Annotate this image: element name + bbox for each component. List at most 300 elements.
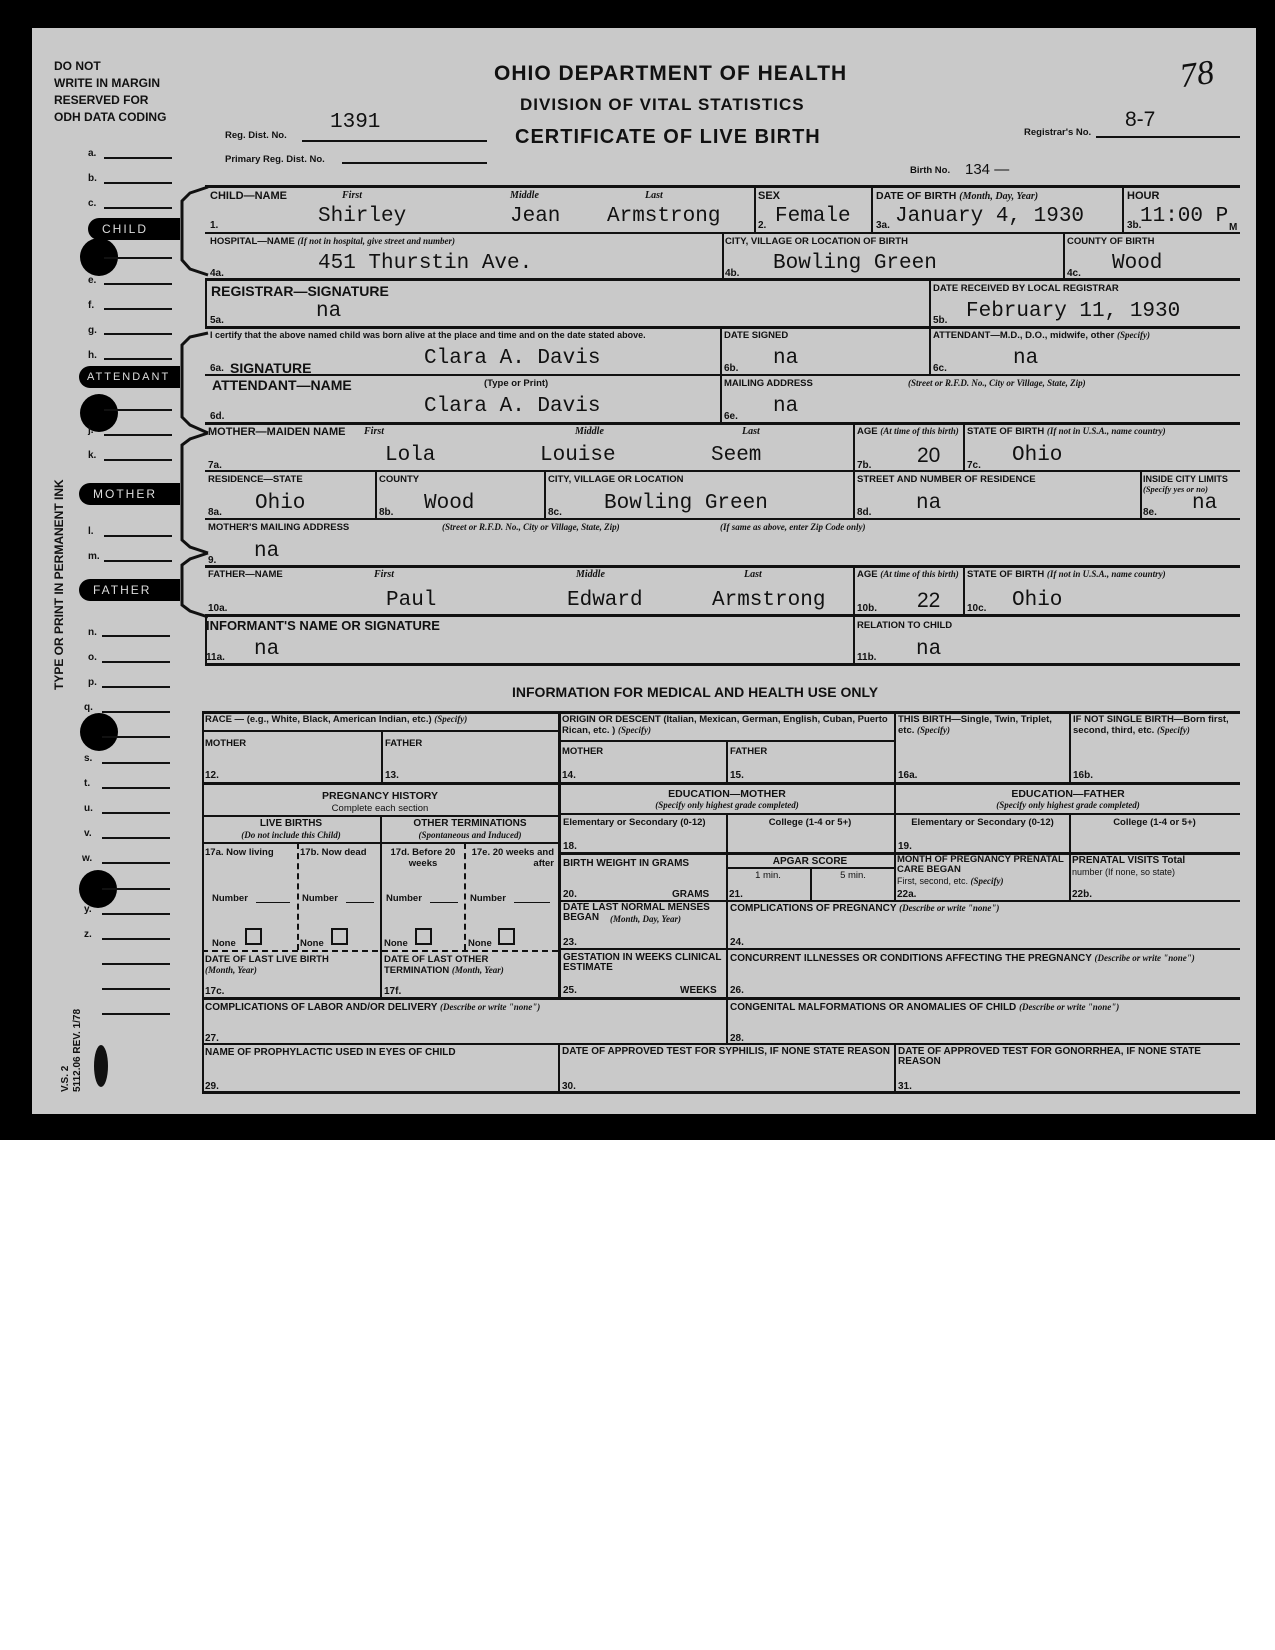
before-20-weeks-label: 17d. Before 20 weeks	[390, 847, 456, 869]
mother-state-birth-label: STATE OF BIRTH (If not in U.S.A., name country)	[967, 426, 1166, 437]
now-dead-none-checkbox[interactable]	[331, 928, 348, 945]
rule	[205, 422, 1240, 425]
rule	[202, 730, 558, 732]
child-name-label: CHILD—NAME	[210, 190, 287, 202]
mother-last-name[interactable]: Seem	[711, 444, 762, 467]
margin-letter: p.	[88, 677, 97, 688]
margin-line	[102, 862, 170, 864]
field-number: 25.	[563, 985, 577, 996]
medical-heading: INFORMATION FOR MEDICAL AND HEALTH USE ONLY	[512, 684, 879, 700]
rule	[205, 278, 207, 326]
rule	[202, 711, 204, 1093]
rule	[558, 711, 561, 999]
education-father-label: EDUCATION—FATHER	[1011, 788, 1125, 800]
prenatal-visits-hint: number (If none, so state)	[1072, 867, 1176, 877]
attendant-name-label: ATTENDANT—NAME	[212, 377, 352, 393]
margin-letter: y.	[84, 904, 92, 915]
date-received-label: DATE RECEIVED BY LOCAL REGISTRAR	[933, 283, 1119, 294]
rule	[205, 185, 1240, 188]
registrar-no-label: Registrar's No.	[1024, 127, 1092, 138]
rule	[722, 233, 724, 279]
now-dead-label: 17b. Now dead	[300, 847, 367, 858]
origin-label: ORIGIN OR DESCENT (Italian, Mexican, German, English, Cuban, Puerto Rican, etc. ) (Specify)	[562, 714, 888, 736]
rule	[205, 614, 1240, 617]
rule	[1063, 233, 1065, 279]
birth-no-value[interactable]: 134 —	[965, 161, 1010, 178]
prenatal-month-hint: First, second, etc. (Specify)	[897, 876, 1004, 886]
rule	[1122, 187, 1124, 234]
field-number: 30.	[562, 1081, 576, 1092]
race-label: RACE — (e.g., White, Black, American Indian, etc.) (Specify)	[205, 714, 468, 725]
certificate-title: CERTIFICATE OF LIVE BIRTH	[515, 126, 821, 148]
field-number: 17c.	[205, 986, 225, 997]
none-label: None	[212, 938, 236, 949]
father-state-birth-label: STATE OF BIRTH (If not in U.S.A., name country)	[967, 569, 1166, 580]
field-number: 6d.	[210, 411, 225, 422]
mother-mailing-hint2: (If same as above, enter Zip Code only)	[720, 522, 866, 532]
field-number: 21.	[729, 889, 743, 900]
registrar-signature-label: REGISTRAR—SIGNATURE	[211, 283, 389, 299]
form-code-1: V.S. 2	[60, 1065, 71, 1092]
margin-letter: u.	[84, 803, 93, 814]
field-number: 22a.	[897, 889, 917, 900]
margin-line	[102, 963, 170, 965]
mother-age[interactable]: 20	[917, 444, 941, 467]
margin-line	[104, 409, 172, 411]
inside-city-limits[interactable]: na	[1192, 492, 1218, 515]
grams-label: GRAMS	[672, 889, 710, 900]
now-dead-number-field[interactable]	[346, 902, 374, 903]
rule	[205, 518, 1240, 520]
field-number: 18.	[563, 841, 577, 852]
after-20-none-checkbox[interactable]	[498, 928, 515, 945]
margin-line	[102, 812, 170, 814]
field-number: 2.	[758, 220, 767, 231]
rule	[205, 326, 1240, 329]
margin-letter: w.	[82, 853, 93, 864]
child-first-name[interactable]: Shirley	[318, 205, 407, 228]
number-label: Number	[386, 893, 422, 904]
field-number: 10a.	[208, 603, 228, 614]
margin-letter: n.	[88, 627, 97, 638]
rule	[754, 187, 756, 234]
field-number: 9.	[208, 555, 217, 566]
city-of-birth-label: CITY, VILLAGE OR LOCATION OF BIRTH	[725, 236, 908, 247]
mother-mailing-label: MOTHER'S MAILING ADDRESS	[208, 522, 350, 533]
ink-mark	[94, 1045, 108, 1087]
relation-label: RELATION TO CHILD	[857, 620, 953, 631]
field-number: 27.	[205, 1033, 219, 1044]
registrar-signature[interactable]: na	[316, 300, 342, 323]
margin-line	[102, 635, 170, 637]
last-other-termination-label: DATE OF LAST OTHER TERMINATION (Month, Year)	[384, 954, 504, 976]
signature-label: SIGNATURE	[230, 360, 312, 376]
rule	[853, 423, 855, 519]
field-number: 6a.	[210, 363, 224, 374]
field-number: 26.	[730, 985, 744, 996]
child-county[interactable]: Wood	[1112, 252, 1163, 275]
middle-label: Middle	[510, 190, 539, 201]
field-number: 8e.	[1143, 507, 1157, 518]
field-number: 29.	[205, 1081, 219, 1092]
child-hospital[interactable]: 451 Thurstin Ave.	[318, 252, 533, 275]
margin-letter: o.	[88, 652, 97, 663]
rule	[381, 730, 383, 784]
mother-mailing[interactable]: na	[254, 540, 280, 563]
rule	[205, 663, 1240, 666]
field-number: 8a.	[208, 507, 222, 518]
pregnancy-history-sub: Complete each section	[331, 803, 429, 814]
mother-state-birth[interactable]: Ohio	[1012, 444, 1063, 467]
apgar-5min-label: 5 min.	[840, 870, 866, 881]
father-first-name[interactable]: Paul	[386, 589, 437, 612]
field-number: 6c.	[933, 363, 947, 374]
registrar-no-line	[1096, 136, 1240, 138]
margin-letter: s.	[84, 753, 93, 764]
informant-name[interactable]: na	[254, 638, 280, 661]
field-number: 23.	[563, 937, 577, 948]
residence-street-label: STREET AND NUMBER OF RESIDENCE	[857, 474, 1036, 485]
margin-letter: q.	[84, 702, 93, 713]
now-living-number-field[interactable]	[256, 902, 290, 903]
rule	[375, 471, 377, 519]
margin-letter: m.	[88, 551, 100, 562]
apgar-1min-label: 1 min.	[755, 870, 781, 881]
date-signed-label: DATE SIGNED	[724, 330, 789, 341]
margin-letter: f.	[88, 300, 95, 311]
after-20-number-field[interactable]	[514, 902, 550, 903]
live-births-hint: (Do not include this Child)	[241, 830, 341, 840]
rule	[202, 1091, 1240, 1094]
child-sex[interactable]: Female	[775, 205, 851, 228]
field-number: 7b.	[857, 460, 872, 471]
origin-mother-label: MOTHER	[562, 746, 604, 757]
date-signed[interactable]: na	[773, 347, 799, 370]
margin-line	[104, 283, 172, 285]
attendant-name[interactable]: Clara A. Davis	[424, 395, 601, 418]
first-label: First	[342, 190, 363, 201]
origin-father-label: FATHER	[730, 746, 768, 757]
registrar-no-value[interactable]: 8-7	[1125, 108, 1156, 131]
field-number: 12.	[205, 770, 219, 781]
father-elem-label: Elementary or Secondary (0-12)	[911, 817, 1054, 828]
child-last-name[interactable]: Armstrong	[607, 205, 721, 228]
tab-child: CHILD	[88, 218, 180, 240]
hour-label: HOUR	[1127, 190, 1160, 202]
punch-hole	[80, 713, 118, 751]
primary-reg-label: Primary Reg. Dist. No.	[225, 154, 325, 165]
field-number: 8c.	[548, 507, 562, 518]
margin-line	[104, 459, 172, 461]
none-label: None	[468, 938, 492, 949]
education-mother-hint: (Specify only highest grade completed)	[655, 800, 799, 810]
field-number: 13.	[385, 770, 399, 781]
margin-line	[102, 787, 170, 789]
field-number: 7a.	[208, 460, 222, 471]
other-terminations-hint: (Spontaneous and Induced)	[418, 830, 522, 840]
residence-city[interactable]: Bowling Green	[604, 492, 768, 515]
field-number: 10c.	[967, 603, 987, 614]
not-single-label: IF NOT SINGLE BIRTH—Born first, second, third, etc. (Specify)	[1073, 714, 1229, 736]
congenital-label: CONGENITAL MALFORMATIONS OR ANOMALIES OF CHILD (Describe or write "none")	[730, 1002, 1120, 1013]
attendant-type[interactable]: na	[1013, 347, 1039, 370]
rule	[894, 1043, 896, 1093]
first-label: First	[364, 426, 385, 437]
field-number: 3a.	[876, 220, 890, 231]
residence-state-label: RESIDENCE—STATE	[208, 474, 303, 485]
rule	[380, 815, 382, 999]
concurrent-illness-label: CONCURRENT ILLNESSES OR CONDITIONS AFFECTING THE PREGNANCY (Describe or write "none")	[730, 953, 1195, 964]
margin-line	[102, 888, 170, 890]
attendant-type-label: ATTENDANT—M.D., D.O., midwife, other (Specify)	[933, 330, 1151, 341]
gonorrhea-test-label: DATE OF APPROVED TEST FOR GONORRHEA, IF NONE STATE REASON	[898, 1046, 1201, 1067]
father-age-label: AGE (At time of this birth)	[857, 569, 959, 580]
margin-line	[104, 333, 172, 335]
rule	[205, 470, 1240, 472]
punch-hole	[80, 394, 118, 432]
education-father-hint: (Specify only highest grade completed)	[996, 800, 1140, 810]
rule	[202, 1043, 1240, 1045]
margin-line	[102, 762, 170, 764]
mother-mailing-hint: (Street or R.F.D. No., City or Village, State, Zip)	[442, 522, 620, 532]
margin-line	[102, 686, 170, 688]
field-number: 19.	[898, 841, 912, 852]
last-label: Last	[742, 426, 760, 437]
number-label: Number	[302, 893, 338, 904]
field-number: 20.	[563, 889, 577, 900]
margin-letter: z.	[84, 929, 92, 940]
this-birth-label: THIS BIRTH—Single, Twin, Triplet, etc. (Specify)	[898, 714, 1052, 736]
education-mother-label: EDUCATION—MOTHER	[668, 788, 786, 800]
last-live-birth-label: DATE OF LAST LIVE BIRTH	[205, 954, 329, 965]
margin-letter: h.	[88, 350, 97, 361]
attendant-signature[interactable]: Clara A. Davis	[424, 347, 601, 370]
rule	[963, 566, 965, 614]
field-number: 15.	[730, 770, 744, 781]
rule	[871, 187, 873, 234]
mother-first-name[interactable]: Lola	[385, 444, 436, 467]
prenatal-visits-label: PRENATAL VISITS Total	[1072, 855, 1186, 866]
rule	[853, 566, 855, 664]
margin-notice: DO NOT WRITE IN MARGIN RESERVED FOR ODH DATA CODING	[54, 59, 167, 124]
handwritten-number: 78	[1177, 53, 1217, 96]
middle-label: Middle	[575, 426, 604, 437]
field-number: 31.	[898, 1081, 912, 1092]
field-number: 11b.	[857, 652, 877, 663]
rule	[464, 843, 466, 950]
attendant-mailing[interactable]: na	[773, 395, 799, 418]
child-city[interactable]: Bowling Green	[773, 252, 937, 275]
reg-dist-line	[302, 140, 487, 142]
margin-letter: g.	[88, 325, 97, 336]
margin-line	[102, 988, 170, 990]
race-father-label: FATHER	[385, 738, 423, 749]
residence-city-label: CITY, VILLAGE OR LOCATION	[548, 474, 684, 485]
live-births-label: LIVE BIRTHS	[259, 818, 323, 829]
father-state-birth[interactable]: Ohio	[1012, 589, 1063, 612]
rule	[297, 843, 299, 950]
syphilis-test-label: DATE OF APPROVED TEST FOR SYPHILIS, IF NONE STATE REASON	[562, 1046, 890, 1057]
number-label: Number	[212, 893, 248, 904]
father-last-name[interactable]: Armstrong	[712, 589, 826, 612]
margin-line	[104, 358, 172, 360]
child-dob[interactable]: January 4, 1930	[895, 205, 1085, 228]
permanent-ink-note: TYPE OR PRINT IN PERMANENT INK	[52, 479, 66, 690]
dob-label: DATE OF BIRTH (Month, Day, Year)	[876, 190, 1039, 202]
rule	[558, 813, 1240, 815]
rule	[558, 1043, 560, 1093]
sex-label: SEX	[758, 190, 781, 202]
field-number: 4c.	[1067, 268, 1081, 279]
field-number: 3b.	[1127, 220, 1142, 231]
tab-father: FATHER	[79, 579, 180, 601]
none-label: None	[300, 938, 324, 949]
reg-dist-label: Reg. Dist. No.	[225, 130, 287, 141]
field-number: 4a.	[210, 268, 224, 279]
birth-no-label: Birth No.	[910, 165, 951, 176]
margin-letter: b.	[88, 173, 97, 184]
rule	[963, 423, 965, 471]
rule	[558, 948, 1240, 950]
division-title: DIVISION OF VITAL STATISTICS	[520, 95, 805, 114]
lmp-label: DATE LAST NORMAL MENSES BEGAN	[563, 902, 710, 923]
attendant-mailing-label: MAILING ADDRESS	[724, 378, 813, 389]
margin-line	[102, 913, 170, 915]
number-label: Number	[470, 893, 506, 904]
field-number: 6e.	[724, 411, 738, 422]
rule	[1140, 471, 1142, 519]
margin-letter: j.	[88, 425, 94, 436]
margin-letter: t.	[84, 778, 91, 789]
field-number: 16a.	[898, 770, 918, 781]
rule	[894, 711, 896, 784]
dept-title: OHIO DEPARTMENT OF HEALTH	[494, 62, 848, 85]
rule	[720, 327, 722, 423]
father-name-label: FATHER—NAME	[208, 569, 283, 580]
residence-street[interactable]: na	[916, 492, 942, 515]
now-living-label: 17a. Now living	[205, 847, 274, 858]
reg-dist-value[interactable]: 1391	[330, 111, 381, 134]
date-received[interactable]: February 11, 1930	[966, 300, 1181, 323]
tab-attendant: ATTENDANT	[79, 366, 180, 388]
margin-line	[102, 711, 170, 713]
field-number: 7c.	[967, 460, 981, 471]
rule	[726, 900, 728, 1045]
mother-elem-label: Elementary or Secondary (0-12)	[563, 817, 706, 828]
margin-line	[104, 434, 172, 436]
rule	[929, 279, 931, 327]
margin-line	[104, 560, 172, 562]
field-number: 10b.	[857, 603, 878, 614]
now-living-none-checkbox[interactable]	[245, 928, 262, 945]
mother-middle-name[interactable]: Louise	[540, 444, 616, 467]
child-middle-name[interactable]: Jean	[510, 205, 561, 228]
middle-label: Middle	[576, 569, 605, 580]
rule	[1069, 711, 1071, 784]
mother-age-label: AGE (At time of this birth)	[857, 426, 959, 437]
margin-line	[102, 837, 170, 839]
mother-college-label: College (1-4 or 5+)	[768, 817, 852, 828]
informant-label: INFORMANT'S NAME OR SIGNATURE	[206, 618, 440, 633]
margin-letter: a.	[88, 148, 97, 159]
field-number: 11a.	[206, 652, 225, 663]
certify-statement: I certify that the above named child was born alive at the place and time and on the date stated above.	[210, 330, 646, 340]
rule	[205, 565, 1240, 568]
type-or-print-hint: (Type or Print)	[484, 378, 549, 389]
margin-line	[102, 736, 170, 738]
pregnancy-history-label: PREGNANCY HISTORY	[322, 790, 438, 802]
field-number: 24.	[730, 937, 744, 948]
hour-suffix: M	[1229, 222, 1238, 233]
complications-pregnancy-label: COMPLICATIONS OF PREGNANCY (Describe or write "none")	[730, 903, 1000, 914]
margin-line	[104, 157, 172, 159]
margin-letter: k.	[88, 450, 97, 461]
prophylactic-label: NAME OF PROPHYLACTIC USED IN EYES OF CHILD	[205, 1047, 456, 1058]
field-number: 8d.	[857, 507, 872, 518]
margin-letter: l.	[88, 526, 94, 537]
margin-letter: v.	[84, 828, 92, 839]
hospital-label: HOSPITAL—NAME (If not in hospital, give street and number)	[210, 236, 455, 247]
county-of-birth-label: COUNTY OF BIRTH	[1067, 236, 1155, 247]
child-hour[interactable]: 11:00 P	[1140, 205, 1229, 228]
mother-name-label: MOTHER—MAIDEN NAME	[208, 426, 346, 438]
rule	[202, 997, 1240, 1000]
residence-county[interactable]: Wood	[424, 492, 475, 515]
margin-line	[104, 257, 172, 259]
field-number: 1.	[210, 220, 219, 231]
last-label: Last	[744, 569, 762, 580]
before-20-none-checkbox[interactable]	[415, 928, 432, 945]
field-number: 17f.	[384, 986, 402, 997]
apgar-label: APGAR SCORE	[772, 856, 848, 867]
relation-to-child[interactable]: na	[916, 638, 942, 661]
margin-line	[102, 661, 170, 663]
form-code-2: 5112.06 REV. 1/78	[72, 1008, 83, 1092]
margin-letter: e.	[88, 275, 97, 286]
inside-city-label: INSIDE CITY LIMITS (Specify yes or no)	[1143, 474, 1228, 494]
gestation-label: GESTATION IN WEEKS CLINICAL ESTIMATE	[563, 952, 722, 973]
father-college-label: College (1-4 or 5+)	[1113, 817, 1196, 828]
field-number: 5a.	[210, 315, 224, 326]
field-number: 22b.	[1072, 889, 1093, 900]
margin-line	[102, 1013, 170, 1015]
rule	[544, 471, 546, 519]
margin-letter: c.	[88, 198, 97, 209]
lmp-hint: (Month, Day, Year)	[610, 914, 682, 924]
residence-state[interactable]: Ohio	[255, 492, 306, 515]
margin-line	[102, 938, 170, 940]
father-middle-name[interactable]: Edward	[567, 589, 643, 612]
field-number: 28.	[730, 1033, 744, 1044]
attendant-mailing-hint: (Street or R.F.D. No., City or Village, State, Zip)	[908, 378, 1086, 388]
last-live-birth-hint: (Month, Year)	[205, 965, 257, 975]
rule	[726, 740, 728, 784]
weeks-label: WEEKS	[680, 985, 717, 996]
margin-line	[104, 535, 172, 537]
complications-labor-label: COMPLICATIONS OF LABOR AND/OR DELIVERY (Describe or write "none")	[205, 1002, 541, 1013]
20-weeks-after-label: 17e. 20 weeks and after	[471, 847, 554, 869]
first-label: First	[374, 569, 395, 580]
field-number: 16b.	[1073, 770, 1094, 781]
before-20-number-field[interactable]	[430, 902, 458, 903]
field-number: 14.	[562, 770, 576, 781]
rule	[929, 327, 931, 375]
race-mother-label: MOTHER	[205, 738, 247, 749]
father-age[interactable]: 22	[917, 589, 941, 612]
primary-reg-line[interactable]	[342, 162, 487, 164]
none-label: None	[384, 938, 408, 949]
margin-line	[104, 207, 172, 209]
